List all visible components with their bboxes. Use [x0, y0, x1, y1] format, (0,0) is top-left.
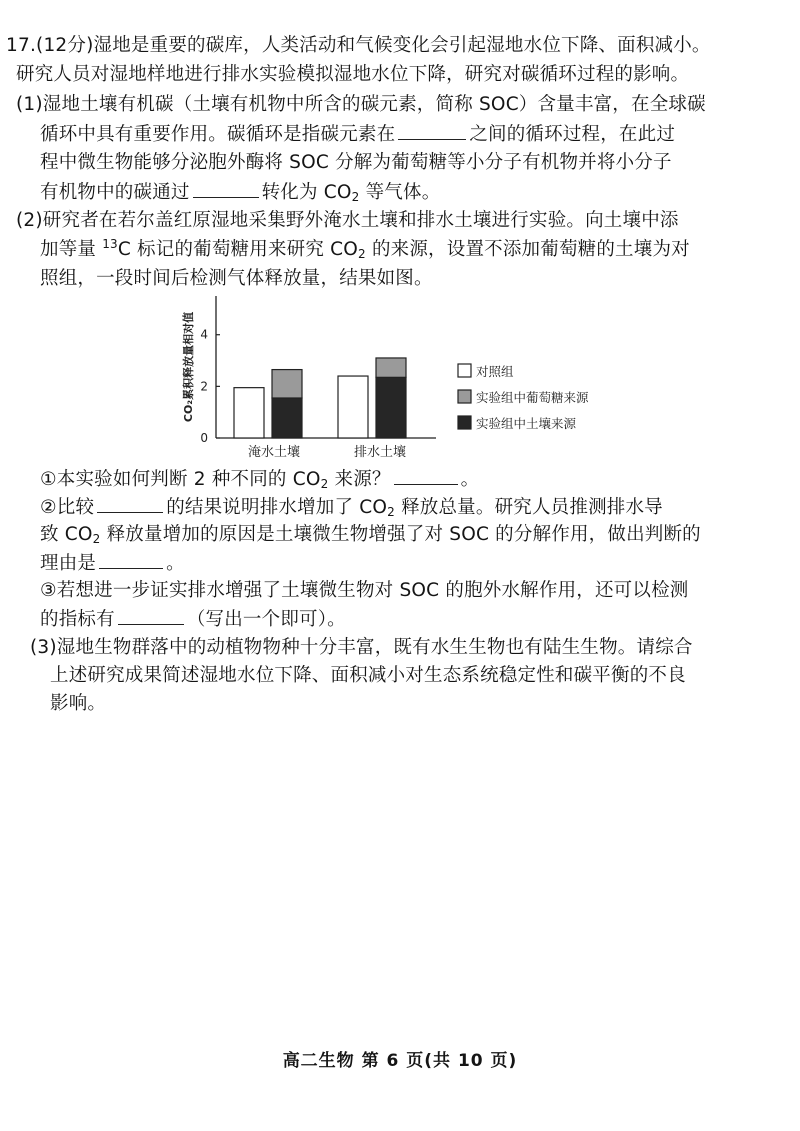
question-intro-1: 湿地是重要的碳库，人类活动和气候变化会引起湿地水位下降、面积减小。 [93, 35, 711, 56]
y-tick-label: 4 [200, 327, 208, 342]
part3-line-1: (3)湿地生物群落中的动植物物种十分丰富，既有水生生物也有陆生生物。请综合 [30, 637, 693, 658]
part2-q3-line-2: 的指标有 （写出一个即可）。 [40, 606, 346, 633]
answer-blank-6[interactable] [118, 606, 184, 625]
answer-blank-4[interactable] [97, 494, 163, 513]
legend-label-2: 实验组中土壤来源 [476, 416, 577, 431]
bar-soil-source-0 [272, 398, 302, 438]
x-category-label-1: 排水土壤 [353, 445, 407, 460]
part3-line-3: 影响。 [50, 693, 107, 714]
answer-blank-5[interactable] [99, 550, 163, 569]
answer-blank-2[interactable] [193, 179, 259, 198]
legend-swatch-1 [458, 390, 471, 403]
x-category-label-0: 淹水土壤 [247, 445, 301, 460]
part2-q2-line-3: 理由是 。 [40, 550, 185, 577]
part1-line-4: 有机物中的碳通过 转化为 $CO_2$ 等气体。 [40, 179, 440, 206]
bar-glucose-source-0 [272, 370, 302, 398]
question-points: (12分) [36, 35, 94, 56]
part2-q3-line-1: ③若想进一步证实排水增强了土壤微生物对 SOC 的胞外水解作用，还可以检测 [40, 580, 689, 601]
part1-line-1: (1)湿地土壤有机碳（土壤有机物中所含的碳元素，简称 SOC）含量丰富，在全球碳 [16, 94, 706, 115]
bar-control-0 [234, 388, 264, 438]
legend-swatch-2 [458, 416, 471, 429]
part3-line-2: 上述研究成果简述湿地水位下降、面积减小对生态系统稳定性和碳平衡的不良 [50, 665, 686, 686]
part1-line-3: 程中微生物能够分泌胞外酶将 SOC 分解为葡萄糖等小分子有机物并将小分子 [40, 152, 672, 173]
part2-line-3: 照组，一段时间后检测气体释放量，结果如图。 [40, 268, 433, 289]
bar-glucose-source-1 [376, 358, 406, 377]
part2-q2-line-2: 致 $CO_2$ 释放量增加的原因是土壤微生物增强了对 SOC 的分解作用，做出判断的 [40, 524, 701, 546]
question-intro-2: 研究人员对湿地样地进行排水实验模拟湿地水位下降，研究对碳循环过程的影响。 [16, 64, 690, 85]
part2-line-2: 加等量 $^{13}$C 标记的葡萄糖用来研究 $CO_2$ 的来源，设置不添加葡萄糖的土壤为对 [40, 237, 690, 261]
part2-line-1: (2)研究者在若尔盖红原湿地采集野外淹水土壤和排水土壤进行实验。向土壤中添 [16, 210, 679, 231]
part2-q1: ①本实验如何判断 2 种不同的 $CO_2$ 来源？ 。 [40, 466, 479, 493]
answer-blank-3[interactable] [394, 466, 458, 485]
question-line-1 [6, 33, 711, 59]
y-axis-label: CO₂累积释放量相对值 [182, 311, 195, 423]
part2-q2-line-1: ②比较 的结果说明排水增加了 $CO_2$ 释放总量。研究人员推测排水导 [40, 494, 663, 521]
bar-soil-source-1 [376, 377, 406, 438]
co2-release-bar-chart [168, 292, 628, 464]
question-number: 17. [6, 35, 37, 56]
bar-control-1 [338, 376, 368, 438]
page-footer: 高二生物 第 6 页(共 10 页) [282, 1051, 518, 1071]
part1-line-2: 循环中具有重要作用。碳循环是指碳元素在 之间的循环过程，在此过 [40, 121, 675, 148]
legend-label-0: 对照组 [476, 364, 514, 379]
y-tick-label: 0 [200, 431, 208, 445]
legend-label-1: 实验组中葡萄糖来源 [476, 390, 589, 405]
legend-swatch-0 [458, 364, 471, 377]
y-tick-label: 2 [200, 379, 208, 394]
answer-blank-1[interactable] [398, 121, 466, 140]
